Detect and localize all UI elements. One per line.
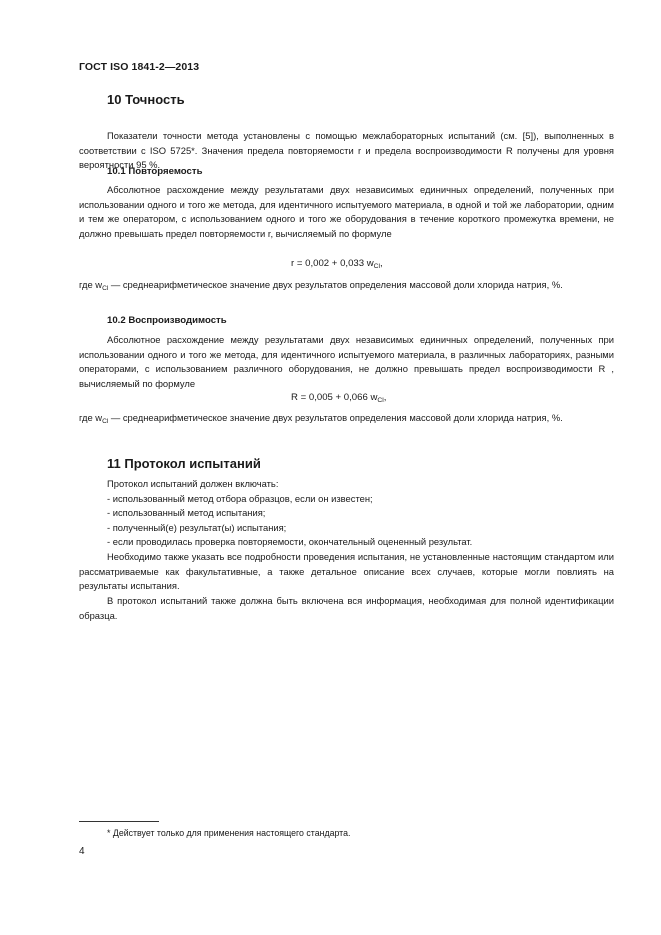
formula-repeatability-sub: Cl: [373, 263, 381, 270]
section-10-intro: Показатели точности метода установлены с помощью межлабораторных испытаний (см. [5]), выполненных в соответствии с ISO 5725*. Значения предела повторяемости r и предела воспроизводимости R получены для уровня вероятности 95 %.: [79, 130, 614, 171]
subsection-10-2-text: Абсолютное расхождение между результатами двух независимых единичных определений, полученных при использовании одного и того же метода, для идентичного испытуемого материала, в различных лабораториях, разными операторами, с использованием различного оборудования, не должно превышать предел воспроизводимости R , вычисляемый по формуле: [79, 334, 614, 389]
formula-repeatability: [291, 258, 383, 269]
where-reproducibility-text: — среднеарифметическое значение двух результатов определения массовой доли хлорида натрия, %.: [108, 412, 563, 423]
list-item: - использованный метод испытания;: [107, 507, 266, 519]
formula-repeatability-main: r = 0,002 + 0,033 w: [291, 258, 374, 269]
section-11-title: 11 Протокол испытаний: [107, 456, 261, 471]
where-repeatability-lead: где w: [79, 279, 103, 290]
section-11-para-2: Необходимо также указать все подробности проведения испытания, не установленные настоящим стандартом или рассматриваемые как факультативные, а также детальное описание всех случаев, которые могли повлиять на результаты испытания.: [79, 551, 614, 592]
formula-repeatability-end: ,: [380, 258, 383, 269]
subsection-10-2-title: 10.2 Воспроизводимость: [107, 315, 227, 326]
list-item: - полученный(е) результат(ы) испытания;: [107, 521, 287, 533]
footnote-divider: [79, 821, 159, 822]
where-repeatability-text: — среднеарифметическое значение двух результатов определения массовой доли хлорида натрия, %.: [108, 279, 563, 290]
footnote: * Действует только для применения настоящего стандарта.: [107, 828, 351, 838]
formula-reproducibility: [291, 392, 386, 403]
protocol-list: [107, 477, 614, 550]
where-repeatability-sub: Cl: [102, 285, 109, 292]
subsection-10-1-text: Абсолютное расхождение между результатами двух независимых единичных определений, полученных при использовании одного и того же метода, для идентичного испытуемого материала, в одной и той же лаборатории, одним и тем же оператором, с использованием одного и того же оборудования в течение короткого промежутка времени, не должно превышать предел повторяемости r, вычисляемый по формуле: [79, 184, 614, 239]
formula-reproducibility-sub: Cl: [377, 397, 384, 404]
where-repeatability: [79, 278, 614, 293]
protocol-lead: Протокол испытаний должен включать:: [107, 478, 279, 489]
formula-reproducibility-end: ,: [383, 392, 387, 403]
where-reproducibility: [79, 411, 614, 426]
section-10-title: 10 Точность: [107, 92, 185, 107]
subsection-10-1-title: 10.1 Повторяемость: [107, 166, 203, 177]
document-header: ГОСТ ISO 1841-2—2013: [79, 61, 200, 73]
list-item: - использованный метод отбора образцов, если он известен;: [107, 492, 373, 504]
list-item: - если проводилась проверка повторяемости, окончательный оцененный результат.: [107, 536, 473, 548]
page-number: 4: [79, 846, 85, 857]
formula-reproducibility-main: R = 0,005 + 0,066 w: [291, 392, 378, 403]
where-reproducibility-lead: где w: [79, 412, 103, 423]
where-reproducibility-sub: Cl: [102, 418, 109, 425]
section-11-para-3: В протокол испытаний также должна быть включена вся информация, необходимая для полной идентификации образца.: [79, 595, 614, 621]
